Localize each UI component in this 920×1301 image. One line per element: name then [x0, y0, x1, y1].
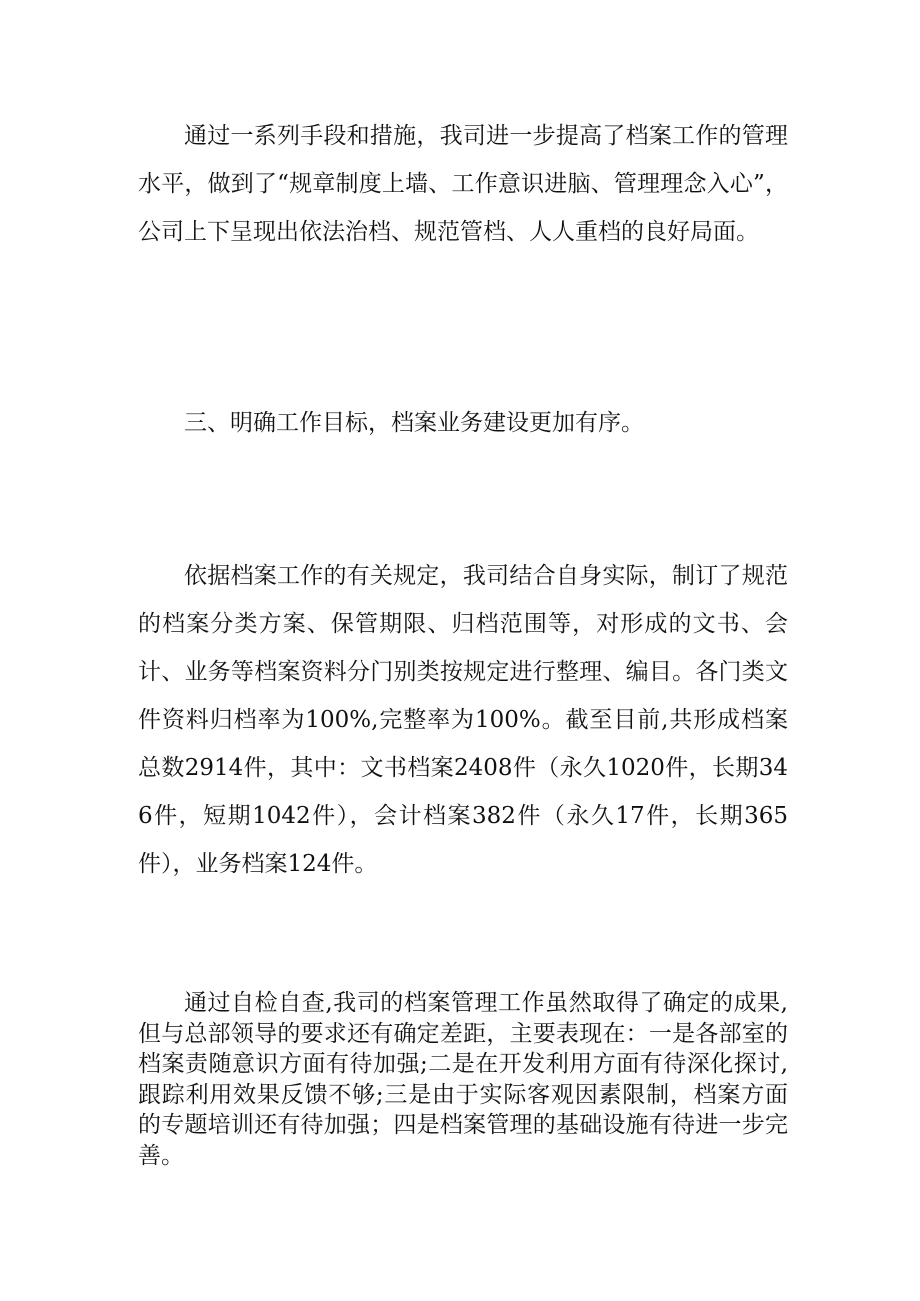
- paragraph-self-inspection: 通过自检自查,我司的档案管理工作虽然取得了确定的成果,但与总部领导的要求还有确定差距，主要表现在：一是各部室的档案责随意识方面有待加强;二是在开发利用方面有待深化探讨,跟踪利用效果反馈不够;三是由于实际客观因素限制，档案方面的专题培训还有待加强；四是档案管理的基础设施有待进一步完善。: [138, 990, 788, 1169]
- paragraph-management-level: 通过一系列手段和措施，我司进一步提高了档案工作的管理水平，做到了“规章制度上墙、工作意识进脑、管理理念入心”，公司上下呈现出依法治档、规范管档、人人重档的良好局面。: [138, 123, 788, 245]
- paragraph-archive-statistics: 依据档案工作的有关规定，我司结合自身实际，制订了规范的档案分类方案、保管期限、归档范围等，对形成的文书、会计、业务等档案资料分门别类按规定进行整理、编目。各门类文件资料归档率为100%,完整率为100%。截至目前,共形成档案总数2914件，其中：文书档案2408件（永久1020件，长期346件，短期1042件），会计档案382件（永久17件，长期365件），业务档案124件。: [138, 563, 788, 877]
- section-heading-goals: 三、明确工作目标，档案业务建设更加有序。: [184, 410, 644, 436]
